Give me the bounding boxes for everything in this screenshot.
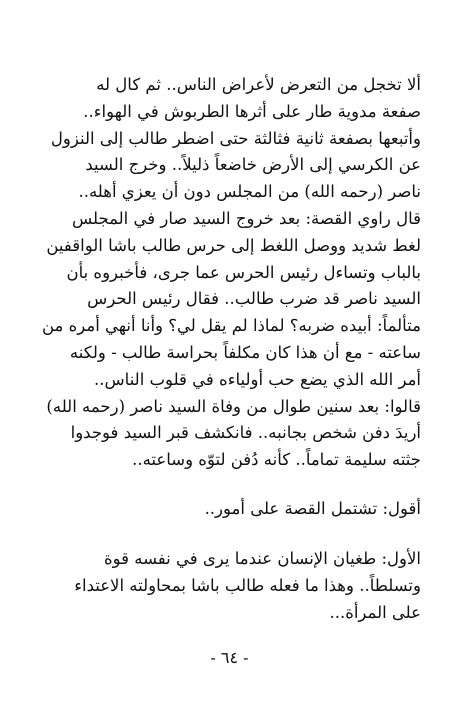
- text-line: قال راوي القصة: بعد خروج السيد صار في المجلس: [71, 208, 421, 228]
- text-line: صفعة مدوية طار على أثرها الطربوش في الهواء..: [83, 101, 421, 121]
- text-line: لغط شديد ووصل اللغط إلى حرس طالب باشا الواقفين: [46, 235, 421, 255]
- first-point-paragraph: [36, 546, 421, 626]
- text-line: ألا تخجل من التعرض لأعراض الناس.. ثم كال له: [96, 75, 421, 94]
- story-paragraph: [36, 72, 421, 474]
- text-line: جثته سليمة تماماً.. كأنه دُفن لتوّه وساعته..: [132, 450, 421, 470]
- text-line: بالباب وتساءل رئيس الحرس عما جرى، فأخبروه بأن: [66, 262, 421, 282]
- text-line: ساعته - مع أن هذا كان مكلفاً بحراسة طالب - ولكنه: [69, 342, 421, 362]
- page-number: - ٦٤ -: [210, 648, 249, 667]
- author-comment-paragraph: [36, 496, 421, 523]
- text-line: السيد ناصر قد ضرب طالب.. فقال رئيس الحرس: [87, 289, 421, 309]
- text-line: ناصر (رحمه الله) من المجلس دون أن يعزي أهله..: [78, 182, 421, 202]
- text-line: على المرأة...: [329, 602, 421, 622]
- text-line: متألماً: أبيده ضربه؟ لماذا لم يقل لي؟ وأنا أنهي أمره من: [41, 316, 421, 336]
- text-line: الأول: طغيان الإنسان عندما يرى في نفسه قوة: [103, 549, 421, 568]
- text-line: أريدَ دفن شخص بجانبه.. فانكشف قبر السيد فوجدوا: [70, 423, 421, 443]
- text-line: عن الكرسي إلى الأرض خاضعاً ذليلاً.. وخرج السيد: [85, 155, 421, 175]
- text-line: وأتبعها بصفعة ثانية فثالثة حتى اضطر طالب إلى النزول: [50, 128, 421, 148]
- text-line: وتسلطاً.. وهذا ما فعله طالب باشا بمحاولته الاعتداء: [74, 575, 421, 595]
- text-line: أمر الله الذي يضع حب أولياءه في قلوب الناس..: [94, 369, 421, 389]
- text-line: قالوا: بعد سنين طوال من وفاة السيد ناصر (رحمه الله): [46, 396, 421, 416]
- text-line: أقول: تشتمل القصة على أمور..: [204, 499, 421, 518]
